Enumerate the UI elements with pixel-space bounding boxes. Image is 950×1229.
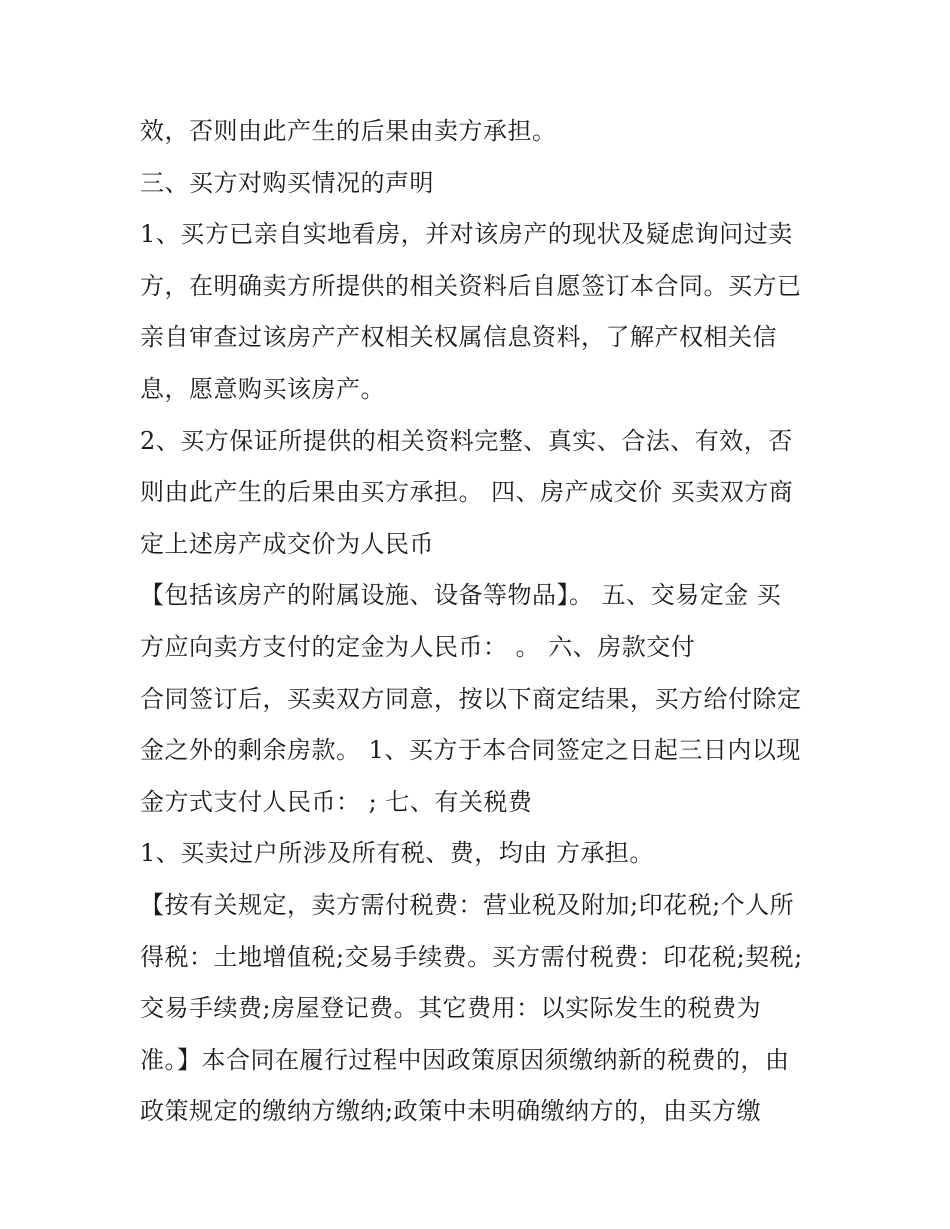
text-line: 政策规定的缴纳方缴纳;政策中未明确缴纳方的，由买方缴 — [140, 1097, 762, 1126]
text-line: 方应向卖方支付的定金为人民币： 。 六、房款交付 — [140, 632, 696, 661]
text-line: 【按有关规定，卖方需付税费：营业税及附加;印花税;个人所 — [140, 890, 795, 919]
section-heading-buyer-statement: 三、买方对购买情况的声明 — [140, 168, 434, 197]
contract-text-body — [140, 106, 830, 1138]
text-line: 息，愿意购买该房产。 — [140, 374, 385, 403]
text-line: 亲自审查过该房产产权相关权属信息资料，了解产权相关信 — [140, 323, 777, 352]
text-line: 【包括该房产的附属设施、设备等物品】。 五、交易定金 买 — [140, 581, 782, 610]
text-line: 效，否则由此产生的后果由卖方承担。 — [140, 117, 557, 145]
text-line: 1、买方已亲自实地看房，并对该房产的现状及疑虑询问过卖 — [140, 220, 793, 249]
text-line: 得税：土地增值税;交易手续费。买方需付税费：印花税;契税; — [140, 942, 803, 971]
text-line: 定上述房产成交价为人民币 — [140, 529, 434, 558]
text-line: 1、买卖过户所涉及所有税、费，均由 方承担。 — [140, 839, 654, 868]
text-line: 金方式支付人民币： ; 七、有关税费 — [140, 787, 533, 816]
text-line: 合同签订后，买卖双方同意，按以下商定结果，买方给付除定 — [140, 684, 802, 713]
text-line: 金之外的剩余房款。 1、买方于本合同签定之日起三日内以现 — [140, 736, 801, 765]
text-line: 则由此产生的后果由买方承担。 四、房产成交价 买卖双方商 — [140, 478, 794, 507]
text-line: 方，在明确卖方所提供的相关资料后自愿签订本合同。买方已 — [140, 271, 802, 300]
text-line: 准。】本合同在履行过程中因政策原因须缴纳新的税费的，由 — [140, 1045, 790, 1074]
text-line: 交易手续费;房屋登记费。其它费用：以实际发生的税费为 — [140, 994, 762, 1023]
text-line: 2、买方保证所提供的相关资料完整、真实、合法、有效，否 — [140, 426, 793, 455]
